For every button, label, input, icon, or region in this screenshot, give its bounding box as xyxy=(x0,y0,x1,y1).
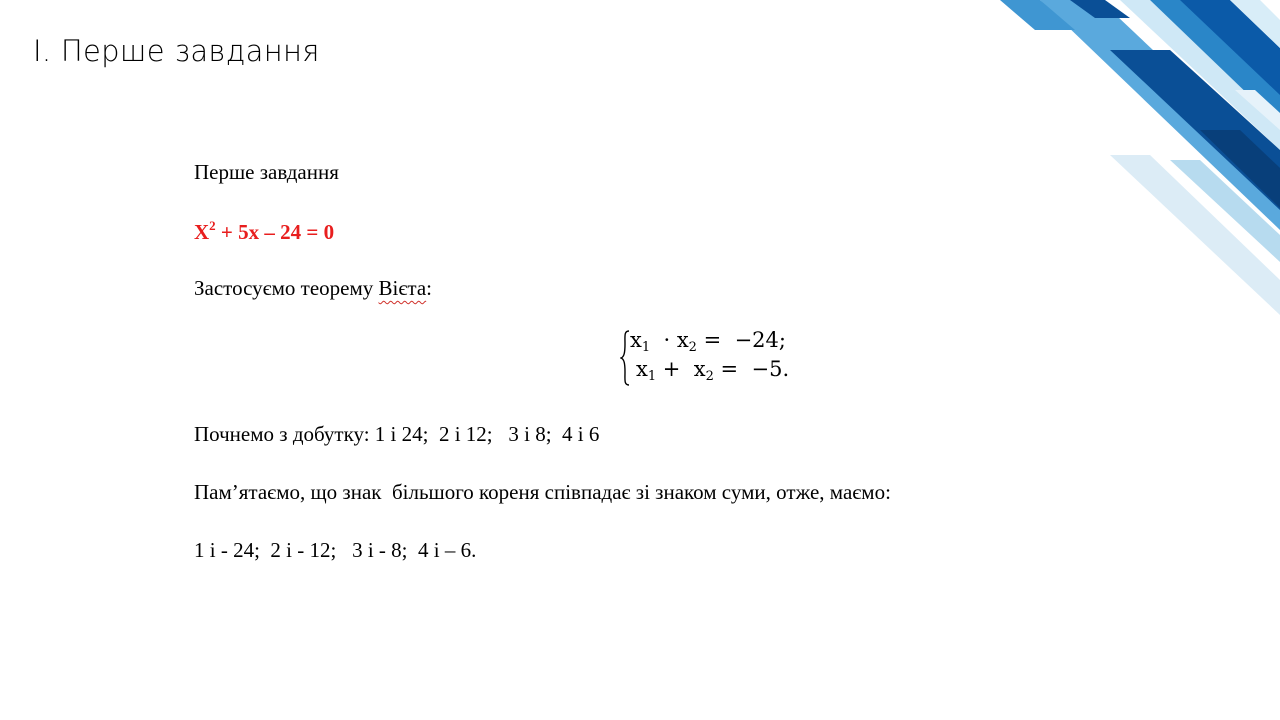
equation-power: 2 xyxy=(209,218,216,233)
equation-system xyxy=(620,328,820,392)
vieta-line xyxy=(194,276,432,301)
slide-title: I. Перше завдання xyxy=(33,34,320,68)
system-row-sum xyxy=(636,357,789,384)
row1-sub2: 2 xyxy=(688,340,697,355)
row1-operator: · x xyxy=(650,328,689,352)
equation-variable: X xyxy=(194,220,210,244)
row1-var1: x xyxy=(630,328,642,352)
row2-sub1: 1 xyxy=(647,369,657,384)
vieta-name: Вієта xyxy=(378,276,427,300)
row1-sub1: 1 xyxy=(641,340,651,355)
row2-rhs: = −5. xyxy=(713,357,790,381)
row2-operator: + x xyxy=(656,357,706,381)
decorative-stripes xyxy=(1000,0,1280,320)
quadratic-equation xyxy=(194,218,334,245)
equation-rest: + 5x – 24 = 0 xyxy=(215,220,335,244)
row2-var1: x xyxy=(636,357,648,381)
vieta-prefix: Застосуємо теорему xyxy=(194,276,379,300)
row1-rhs: = −24; xyxy=(696,328,786,352)
system-row-product xyxy=(630,328,786,355)
vieta-suffix: : xyxy=(426,276,432,300)
sign-rule-line: Пам’ятаємо, що знак більшого кореня співпадає зі знаком суми, отже, маємо: xyxy=(194,480,891,504)
task-heading: Перше завдання xyxy=(194,160,339,184)
row2-sub2: 2 xyxy=(705,369,714,384)
curly-brace-icon xyxy=(620,330,630,386)
products-line: Почнемо з добутку: 1 і 24; 2 і 12; 3 і 8; 4 і 6 xyxy=(194,422,600,446)
signed-pairs-line: 1 і - 24; 2 і - 12; 3 і - 8; 4 і – 6. xyxy=(194,538,477,562)
